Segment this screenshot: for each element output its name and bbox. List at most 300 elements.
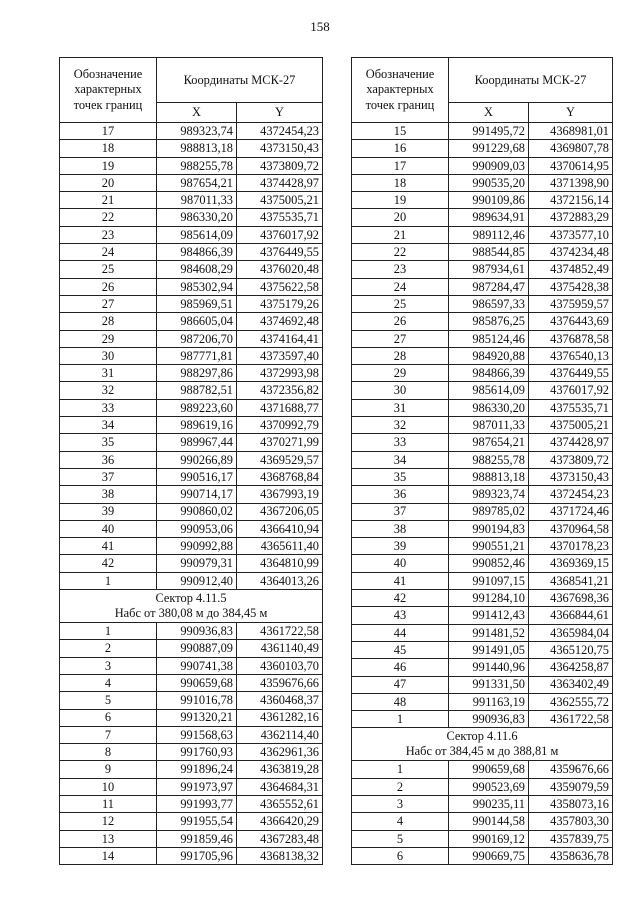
y-coordinate: 4375428,38 xyxy=(529,278,613,295)
table-row xyxy=(352,830,613,847)
y-coordinate: 4375535,71 xyxy=(237,209,323,226)
y-coordinate: 4370614,95 xyxy=(529,157,613,174)
point-number: 7 xyxy=(60,726,157,743)
designation-header: Обозначение характерных точек границ xyxy=(60,58,157,123)
point-number: 30 xyxy=(60,347,157,364)
y-coordinate: 4376878,58 xyxy=(529,330,613,347)
table-row xyxy=(352,555,613,572)
y-coordinate: 4371724,46 xyxy=(529,503,613,520)
point-number: 34 xyxy=(352,451,449,468)
point-number: 32 xyxy=(352,417,449,434)
point-number: 41 xyxy=(352,572,449,589)
point-number: 1 xyxy=(352,761,449,778)
y-coordinate: 4358636,78 xyxy=(529,847,613,864)
point-number: 26 xyxy=(60,278,157,295)
table-row xyxy=(352,607,613,624)
x-coordinate: 991284,10 xyxy=(449,590,529,607)
table-row xyxy=(60,468,323,485)
table-row xyxy=(60,209,323,226)
x-coordinate: 988255,78 xyxy=(157,157,237,174)
y-coordinate: 4359676,66 xyxy=(529,761,613,778)
y-coordinate: 4366844,61 xyxy=(529,607,613,624)
x-coordinate: 989967,44 xyxy=(157,434,237,451)
x-header: X xyxy=(157,103,237,123)
y-coordinate: 4376449,55 xyxy=(237,244,323,261)
header-row xyxy=(60,58,323,103)
y-coordinate: 4364684,31 xyxy=(237,778,323,795)
x-coordinate: 990912,40 xyxy=(157,572,237,589)
point-number: 27 xyxy=(60,295,157,312)
x-coordinate: 990909,03 xyxy=(449,157,529,174)
point-number: 4 xyxy=(352,813,449,830)
table-body xyxy=(60,58,323,865)
table-row xyxy=(60,744,323,761)
y-header: Y xyxy=(237,103,323,123)
table-row xyxy=(352,486,613,503)
sector-row xyxy=(352,728,613,761)
point-number: 35 xyxy=(60,434,157,451)
table-row xyxy=(60,692,323,709)
point-number: 2 xyxy=(352,778,449,795)
point-number: 22 xyxy=(352,244,449,261)
x-coordinate: 990194,83 xyxy=(449,520,529,537)
table-row xyxy=(60,278,323,295)
header-row xyxy=(352,58,613,103)
table-row xyxy=(60,830,323,847)
point-number: 3 xyxy=(60,657,157,674)
table-row xyxy=(60,538,323,555)
point-number: 17 xyxy=(60,123,157,140)
table-row xyxy=(352,244,613,261)
point-number: 20 xyxy=(352,209,449,226)
x-coordinate: 991412,43 xyxy=(449,607,529,624)
point-number: 38 xyxy=(352,520,449,537)
y-coordinate: 4372156,14 xyxy=(529,192,613,209)
point-number: 6 xyxy=(352,847,449,864)
y-coordinate: 4372454,23 xyxy=(237,123,323,140)
point-number: 36 xyxy=(352,486,449,503)
y-coordinate: 4373150,43 xyxy=(529,468,613,485)
x-coordinate: 990860,02 xyxy=(157,503,237,520)
y-coordinate: 4361282,16 xyxy=(237,709,323,726)
table-row xyxy=(352,659,613,676)
x-coordinate: 991705,96 xyxy=(157,847,237,864)
y-coordinate: 4372454,23 xyxy=(529,486,613,503)
y-coordinate: 4371688,77 xyxy=(237,399,323,416)
sector-row xyxy=(60,590,323,623)
table-row xyxy=(60,295,323,312)
x-coordinate: 990953,06 xyxy=(157,520,237,537)
y-coordinate: 4365552,61 xyxy=(237,795,323,812)
point-number: 17 xyxy=(352,157,449,174)
point-number: 12 xyxy=(60,813,157,830)
table-row xyxy=(352,123,613,140)
y-coordinate: 4362114,40 xyxy=(237,726,323,743)
point-number: 46 xyxy=(352,659,449,676)
x-coordinate: 985302,94 xyxy=(157,278,237,295)
point-number: 39 xyxy=(352,538,449,555)
x-coordinate: 990516,17 xyxy=(157,468,237,485)
point-number: 38 xyxy=(60,486,157,503)
x-coordinate: 991097,15 xyxy=(449,572,529,589)
point-number: 33 xyxy=(60,399,157,416)
x-coordinate: 991320,21 xyxy=(157,709,237,726)
y-coordinate: 4370178,23 xyxy=(529,538,613,555)
x-coordinate: 990169,12 xyxy=(449,830,529,847)
x-coordinate: 987654,21 xyxy=(157,174,237,191)
coordinates-header: Координаты МСК-27 xyxy=(449,58,613,103)
table-row xyxy=(352,313,613,330)
x-coordinate: 990235,11 xyxy=(449,795,529,812)
point-number: 22 xyxy=(60,209,157,226)
point-number: 18 xyxy=(60,140,157,157)
table-row xyxy=(352,174,613,191)
point-number: 35 xyxy=(352,468,449,485)
y-coordinate: 4362555,72 xyxy=(529,693,613,710)
x-coordinate: 989619,16 xyxy=(157,417,237,434)
point-number: 3 xyxy=(352,795,449,812)
x-coordinate: 991760,93 xyxy=(157,744,237,761)
point-number: 14 xyxy=(60,847,157,864)
point-number: 31 xyxy=(352,399,449,416)
y-coordinate: 4361140,49 xyxy=(237,640,323,657)
table-row xyxy=(60,451,323,468)
table-row xyxy=(352,451,613,468)
table-row xyxy=(352,676,613,693)
x-coordinate: 991016,78 xyxy=(157,692,237,709)
x-coordinate: 991993,77 xyxy=(157,795,237,812)
x-coordinate: 991568,63 xyxy=(157,726,237,743)
y-coordinate: 4357839,75 xyxy=(529,830,613,847)
point-number: 37 xyxy=(352,503,449,520)
point-number: 43 xyxy=(352,607,449,624)
x-coordinate: 984866,39 xyxy=(157,244,237,261)
point-number: 40 xyxy=(60,520,157,537)
point-number: 47 xyxy=(352,676,449,693)
point-number: 39 xyxy=(60,503,157,520)
sector-range: Набс от 384,45 м до 388,81 м xyxy=(405,744,559,759)
point-number: 24 xyxy=(352,278,449,295)
y-coordinate: 4371398,90 xyxy=(529,174,613,191)
table-row xyxy=(352,693,613,710)
table-row xyxy=(60,347,323,364)
table-row xyxy=(60,226,323,243)
x-coordinate: 988813,18 xyxy=(449,468,529,485)
y-coordinate: 4370271,99 xyxy=(237,434,323,451)
y-coordinate: 4369529,57 xyxy=(237,451,323,468)
y-coordinate: 4365611,40 xyxy=(237,538,323,555)
table-row xyxy=(60,486,323,503)
table-row xyxy=(60,192,323,209)
y-coordinate: 4364013,26 xyxy=(237,572,323,589)
y-coordinate: 4360103,70 xyxy=(237,657,323,674)
y-coordinate: 4373809,72 xyxy=(529,451,613,468)
point-number: 41 xyxy=(60,538,157,555)
point-number: 28 xyxy=(352,347,449,364)
table-row xyxy=(352,399,613,416)
table-row xyxy=(60,520,323,537)
table-row xyxy=(352,365,613,382)
point-number: 1 xyxy=(60,572,157,589)
table-row xyxy=(60,640,323,657)
point-number: 42 xyxy=(352,590,449,607)
point-number: 5 xyxy=(352,830,449,847)
x-coordinate: 990936,83 xyxy=(157,623,237,640)
table-row xyxy=(60,157,323,174)
y-coordinate: 4366410,94 xyxy=(237,520,323,537)
y-coordinate: 4365120,75 xyxy=(529,641,613,658)
x-coordinate: 990144,58 xyxy=(449,813,529,830)
table-row xyxy=(60,761,323,778)
x-coordinate: 984920,88 xyxy=(449,347,529,364)
table-row xyxy=(352,813,613,830)
y-coordinate: 4365984,04 xyxy=(529,624,613,641)
coordinates-table-left xyxy=(59,57,323,865)
sector-title: Сектор 4.11.5 xyxy=(155,590,227,605)
y-coordinate: 4370992,79 xyxy=(237,417,323,434)
table-row xyxy=(60,140,323,157)
y-coordinate: 4363402,49 xyxy=(529,676,613,693)
table-row xyxy=(352,520,613,537)
table-row xyxy=(352,209,613,226)
point-number: 4 xyxy=(60,674,157,691)
x-coordinate: 985876,25 xyxy=(449,313,529,330)
y-coordinate: 4367993,19 xyxy=(237,486,323,503)
x-coordinate: 988813,18 xyxy=(157,140,237,157)
point-number: 13 xyxy=(60,830,157,847)
y-coordinate: 4375959,57 xyxy=(529,295,613,312)
table-row xyxy=(60,657,323,674)
x-coordinate: 986330,20 xyxy=(157,209,237,226)
y-coordinate: 4376017,92 xyxy=(237,226,323,243)
x-coordinate: 985124,46 xyxy=(449,330,529,347)
y-header: Y xyxy=(529,103,613,123)
table-row xyxy=(60,503,323,520)
x-coordinate: 989112,46 xyxy=(449,226,529,243)
y-coordinate: 4373809,72 xyxy=(237,157,323,174)
x-coordinate: 986605,04 xyxy=(157,313,237,330)
point-number: 45 xyxy=(352,641,449,658)
table-row xyxy=(60,382,323,399)
y-coordinate: 4360468,37 xyxy=(237,692,323,709)
point-number: 29 xyxy=(352,365,449,382)
table-row xyxy=(60,330,323,347)
x-coordinate: 989223,60 xyxy=(157,399,237,416)
y-coordinate: 4372356,82 xyxy=(237,382,323,399)
y-coordinate: 4359079,59 xyxy=(529,778,613,795)
point-number: 25 xyxy=(352,295,449,312)
y-coordinate: 4367283,48 xyxy=(237,830,323,847)
y-coordinate: 4376449,55 xyxy=(529,365,613,382)
x-coordinate: 991331,50 xyxy=(449,676,529,693)
y-coordinate: 4367206,05 xyxy=(237,503,323,520)
point-number: 11 xyxy=(60,795,157,812)
x-coordinate: 986597,33 xyxy=(449,295,529,312)
y-coordinate: 4368541,21 xyxy=(529,572,613,589)
y-coordinate: 4357803,30 xyxy=(529,813,613,830)
y-coordinate: 4368768,84 xyxy=(237,468,323,485)
y-coordinate: 4361722,58 xyxy=(529,711,613,728)
x-coordinate: 991481,52 xyxy=(449,624,529,641)
x-coordinate: 987011,33 xyxy=(157,192,237,209)
x-coordinate: 990523,69 xyxy=(449,778,529,795)
table-row xyxy=(60,726,323,743)
point-number: 34 xyxy=(60,417,157,434)
table-row xyxy=(352,347,613,364)
x-coordinate: 990852,46 xyxy=(449,555,529,572)
y-coordinate: 4372883,29 xyxy=(529,209,613,226)
point-number: 37 xyxy=(60,468,157,485)
x-coordinate: 987934,61 xyxy=(449,261,529,278)
table-row xyxy=(60,244,323,261)
point-number: 40 xyxy=(352,555,449,572)
y-coordinate: 4364258,87 xyxy=(529,659,613,676)
point-number: 6 xyxy=(60,709,157,726)
point-number: 32 xyxy=(60,382,157,399)
point-number: 8 xyxy=(60,744,157,761)
y-coordinate: 4374692,48 xyxy=(237,313,323,330)
table-row xyxy=(60,313,323,330)
sector-title: Сектор 4.11.6 xyxy=(446,728,518,743)
point-number: 48 xyxy=(352,693,449,710)
point-number: 1 xyxy=(352,711,449,728)
y-coordinate: 4364810,99 xyxy=(237,555,323,572)
x-coordinate: 991229,68 xyxy=(449,140,529,157)
point-number: 28 xyxy=(60,313,157,330)
y-coordinate: 4366420,29 xyxy=(237,813,323,830)
point-number: 27 xyxy=(352,330,449,347)
x-coordinate: 989785,02 xyxy=(449,503,529,520)
point-number: 15 xyxy=(352,123,449,140)
y-coordinate: 4362961,36 xyxy=(237,744,323,761)
y-coordinate: 4368138,32 xyxy=(237,847,323,864)
point-number: 31 xyxy=(60,365,157,382)
table-row xyxy=(352,157,613,174)
point-number: 29 xyxy=(60,330,157,347)
y-coordinate: 4361722,58 xyxy=(237,623,323,640)
table-row xyxy=(60,572,323,589)
x-coordinate: 989323,74 xyxy=(449,486,529,503)
table-row xyxy=(60,434,323,451)
x-coordinate: 991491,05 xyxy=(449,641,529,658)
point-number: 10 xyxy=(60,778,157,795)
point-number: 2 xyxy=(60,640,157,657)
x-coordinate: 990551,21 xyxy=(449,538,529,555)
designation-header: Обозначение характерных точек границ xyxy=(352,58,449,123)
y-coordinate: 4375005,21 xyxy=(237,192,323,209)
y-coordinate: 4376540,13 xyxy=(529,347,613,364)
x-coordinate: 985969,51 xyxy=(157,295,237,312)
table-row xyxy=(352,847,613,864)
sector-range: Набс от 380,08 м до 384,45 м xyxy=(114,606,268,621)
x-coordinate: 990109,86 xyxy=(449,192,529,209)
page-number: 158 xyxy=(310,19,330,34)
y-coordinate: 4368981,01 xyxy=(529,123,613,140)
x-coordinate: 988255,78 xyxy=(449,451,529,468)
y-coordinate: 4374234,48 xyxy=(529,244,613,261)
y-coordinate: 4373597,40 xyxy=(237,347,323,364)
point-number: 9 xyxy=(60,761,157,778)
table-row xyxy=(352,417,613,434)
point-number: 26 xyxy=(352,313,449,330)
y-coordinate: 4375005,21 xyxy=(529,417,613,434)
x-coordinate: 988782,51 xyxy=(157,382,237,399)
x-coordinate: 990936,83 xyxy=(449,711,529,728)
point-number: 24 xyxy=(60,244,157,261)
y-coordinate: 4358073,16 xyxy=(529,795,613,812)
x-coordinate: 987011,33 xyxy=(449,417,529,434)
table-row xyxy=(352,795,613,812)
x-coordinate: 987654,21 xyxy=(449,434,529,451)
coordinates-header: Координаты МСК-27 xyxy=(157,58,323,103)
coordinates-table-right xyxy=(351,57,613,865)
table-row xyxy=(60,261,323,278)
point-number: 19 xyxy=(60,157,157,174)
point-number: 23 xyxy=(60,226,157,243)
y-coordinate: 4369807,78 xyxy=(529,140,613,157)
table-row xyxy=(352,711,613,728)
point-number: 42 xyxy=(60,555,157,572)
table-row xyxy=(352,295,613,312)
x-coordinate: 991955,54 xyxy=(157,813,237,830)
x-coordinate: 985614,09 xyxy=(157,226,237,243)
table-row xyxy=(352,278,613,295)
point-number: 18 xyxy=(352,174,449,191)
y-coordinate: 4375179,26 xyxy=(237,295,323,312)
point-number: 33 xyxy=(352,434,449,451)
y-coordinate: 4369369,15 xyxy=(529,555,613,572)
x-coordinate: 990979,31 xyxy=(157,555,237,572)
sector-heading xyxy=(352,728,613,761)
point-number: 16 xyxy=(352,140,449,157)
table-row xyxy=(60,709,323,726)
y-coordinate: 4375535,71 xyxy=(529,399,613,416)
x-coordinate: 990659,68 xyxy=(157,674,237,691)
point-number: 21 xyxy=(60,192,157,209)
table-row xyxy=(352,624,613,641)
x-coordinate: 990535,20 xyxy=(449,174,529,191)
table-row xyxy=(60,123,323,140)
point-number: 25 xyxy=(60,261,157,278)
y-coordinate: 4374852,49 xyxy=(529,261,613,278)
x-coordinate: 987284,47 xyxy=(449,278,529,295)
x-coordinate: 991163,19 xyxy=(449,693,529,710)
table-row xyxy=(60,795,323,812)
x-coordinate: 990669,75 xyxy=(449,847,529,864)
y-coordinate: 4373577,10 xyxy=(529,226,613,243)
x-coordinate: 985614,09 xyxy=(449,382,529,399)
x-coordinate: 987771,81 xyxy=(157,347,237,364)
table-row xyxy=(60,813,323,830)
x-coordinate: 990714,17 xyxy=(157,486,237,503)
table-row xyxy=(352,434,613,451)
y-coordinate: 4363819,28 xyxy=(237,761,323,778)
table-row xyxy=(352,572,613,589)
x-coordinate: 991973,97 xyxy=(157,778,237,795)
point-number: 30 xyxy=(352,382,449,399)
y-coordinate: 4374164,41 xyxy=(237,330,323,347)
x-coordinate: 989634,91 xyxy=(449,209,529,226)
y-coordinate: 4373150,43 xyxy=(237,140,323,157)
y-coordinate: 4374428,97 xyxy=(237,174,323,191)
table-row xyxy=(60,847,323,864)
x-header: X xyxy=(449,103,529,123)
table-row xyxy=(60,174,323,191)
x-coordinate: 990659,68 xyxy=(449,761,529,778)
x-coordinate: 991495,72 xyxy=(449,123,529,140)
point-number: 20 xyxy=(60,174,157,191)
x-coordinate: 989323,74 xyxy=(157,123,237,140)
